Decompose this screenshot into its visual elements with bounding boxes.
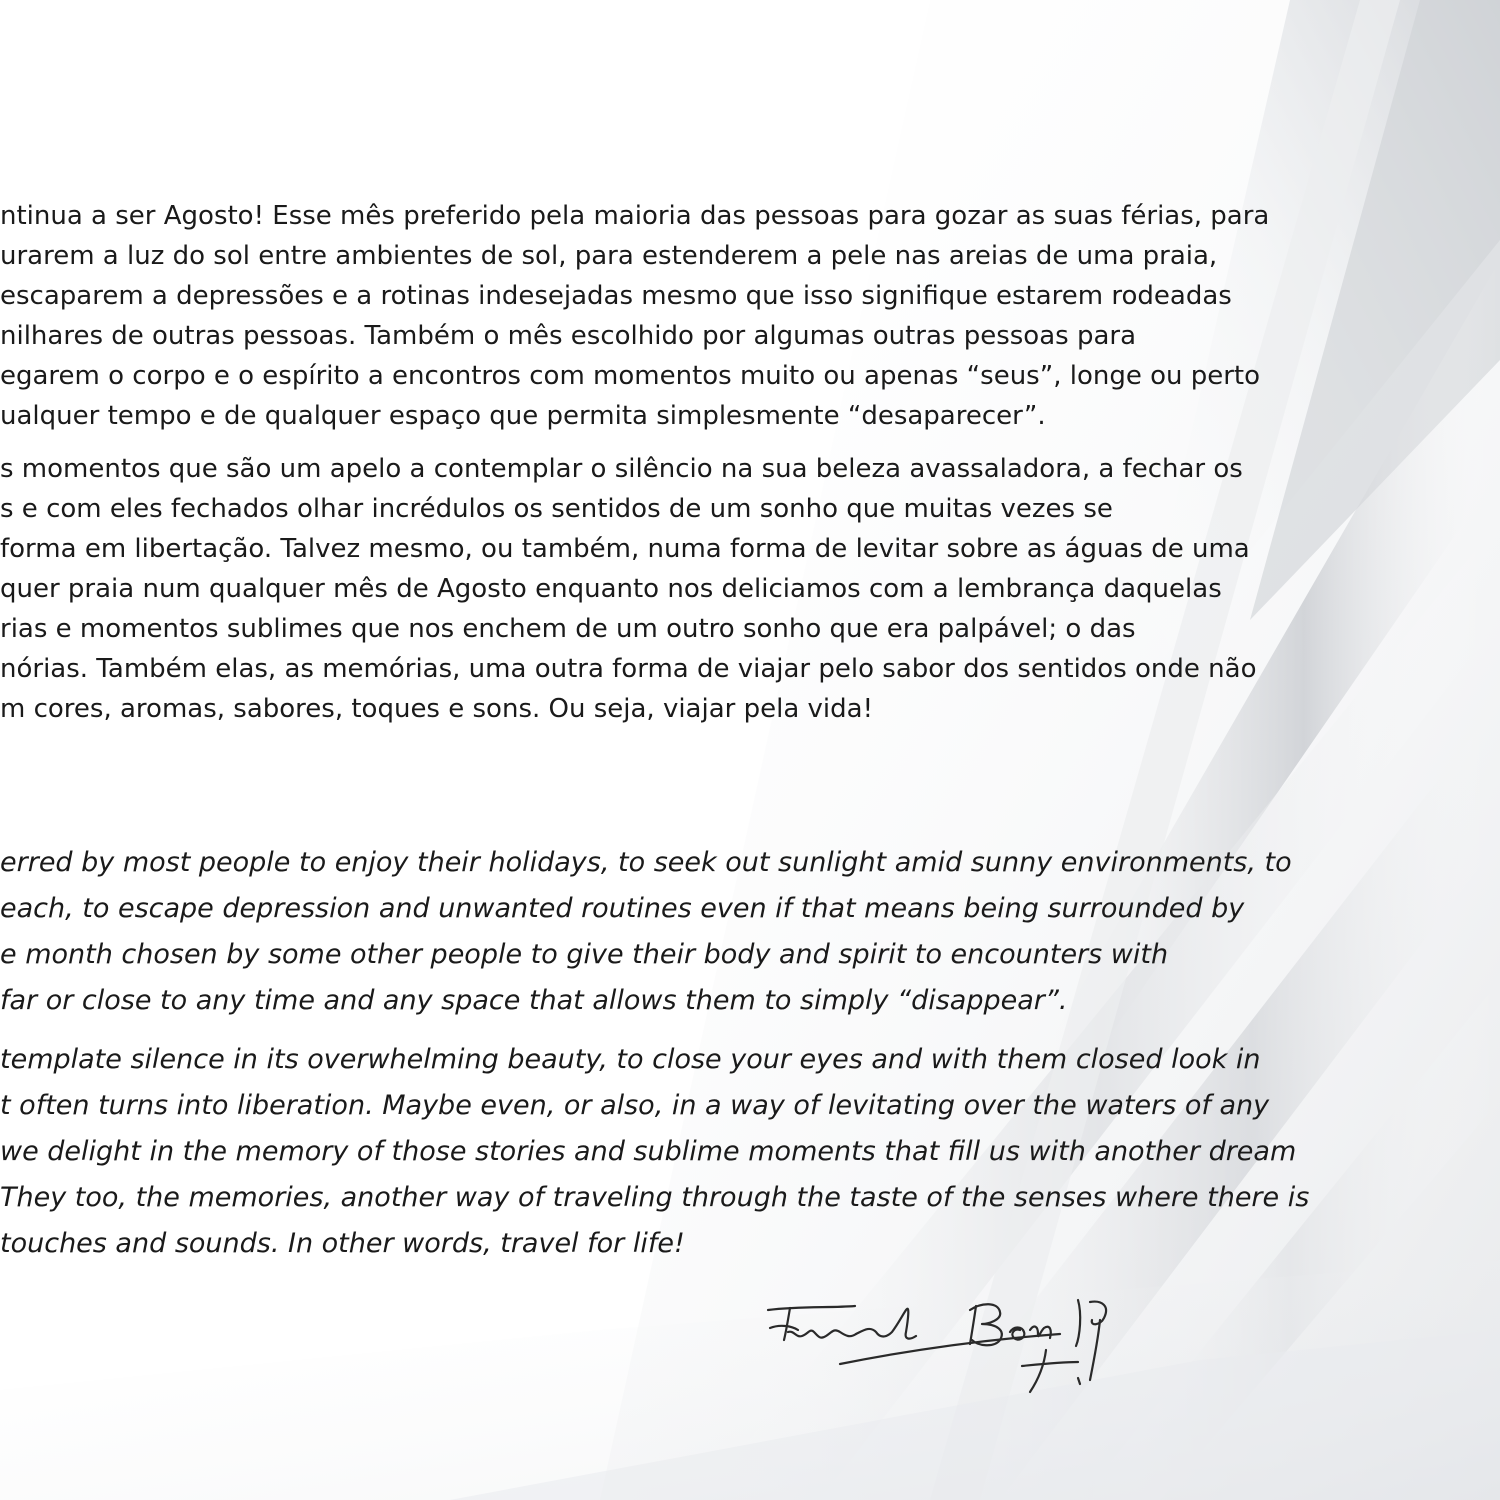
text-line: template silence in its overwhelming beauty, to close your eyes and with them closed look in [0, 1044, 1261, 1075]
text-line: erred by most people to enjoy their holidays, to seek out sunlight amid sunny environments, to [0, 847, 1292, 878]
text-line: They too, the memories, another way of traveling through the taste of the senses where there is [0, 1182, 1310, 1213]
text-line: rias e momentos sublimes que nos enchem de um outro sonho que era palpável; o das [0, 614, 1136, 644]
text-line: urarem a luz do sol entre ambientes de sol, para estenderem a pele nas areias de uma praia, [0, 241, 1218, 271]
text-line: nilhares de outras pessoas. Também o mês escolhido por algumas outras pessoas para [0, 321, 1137, 351]
text-line: ualquer tempo e de qualquer espaço que permita simplesmente “desaparecer”. [0, 401, 1046, 431]
text-line: nórias. Também elas, as memórias, uma outra forma de viajar pelo sabor dos sentidos onde não [0, 654, 1257, 684]
portuguese-paragraph-1 [0, 196, 1330, 436]
handwritten-signature-icon [760, 1280, 1160, 1410]
text-line: far or close to any time and any space that allows them to simply “disappear”. [0, 985, 1068, 1016]
text-line: s e com eles fechados olhar incrédulos os sentidos de um sonho que muitas vezes se [0, 494, 1113, 524]
english-text-block [0, 840, 1330, 1267]
text-line: m cores, aromas, sabores, toques e sons. Ou seja, viajar pela vida! [0, 694, 873, 724]
portuguese-text-block [0, 196, 1330, 729]
text-line: t often turns into liberation. Maybe even, or also, in a way of levitating over the waters of any [0, 1090, 1270, 1121]
text-line: we delight in the memory of those stories and sublime moments that fill us with another dream [0, 1136, 1297, 1167]
text-line: e month chosen by some other people to give their body and spirit to encounters with [0, 939, 1169, 970]
text-line: forma em libertação. Talvez mesmo, ou também, numa forma de levitar sobre as águas de uma [0, 534, 1250, 564]
english-paragraph-1 [0, 840, 1330, 1024]
english-paragraph-2 [0, 1037, 1330, 1267]
text-line: each, to escape depression and unwanted routines even if that means being surrounded by [0, 893, 1245, 924]
text-line: escaparem a depressões e a rotinas indesejadas mesmo que isso signifique estarem rodeadas [0, 281, 1232, 311]
text-line: ntinua a ser Agosto! Esse mês preferido pela maioria das pessoas para gozar as suas férias, para [0, 201, 1270, 231]
portuguese-paragraph-2 [0, 449, 1330, 729]
text-line: quer praia num qualquer mês de Agosto enquanto nos deliciamos com a lembrança daquelas [0, 574, 1222, 604]
text-line: touches and sounds. In other words, travel for life! [0, 1228, 685, 1259]
text-line: egarem o corpo e o espírito a encontros com momentos muito ou apenas “seus”, longe ou perto [0, 361, 1261, 391]
text-line: s momentos que são um apelo a contemplar o silêncio na sua beleza avassaladora, a fechar os [0, 454, 1243, 484]
